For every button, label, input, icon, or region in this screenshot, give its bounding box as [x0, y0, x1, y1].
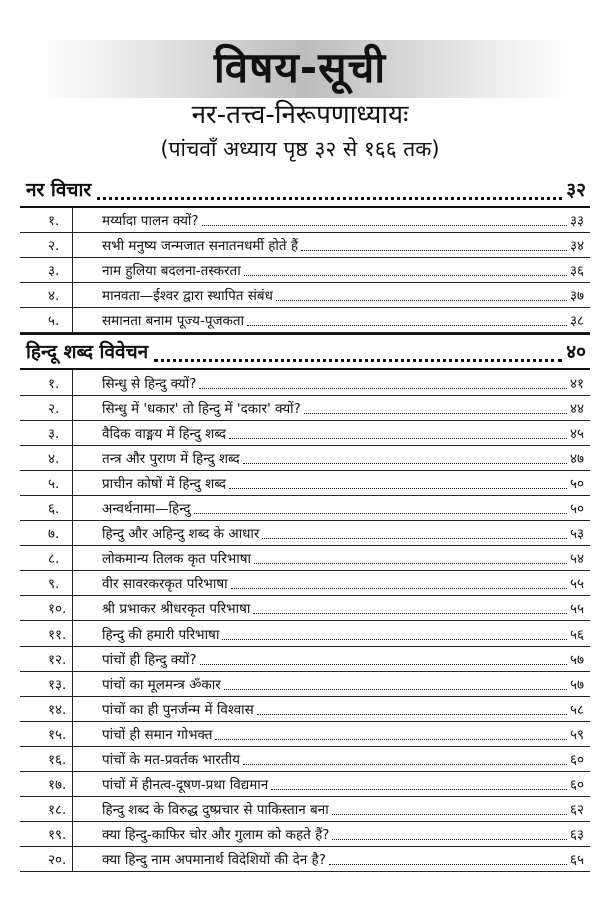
toc-entry[interactable] [20, 446, 590, 471]
entry-number: १२. [48, 651, 67, 668]
entry-number: १. [48, 375, 60, 392]
column-divider [72, 446, 73, 470]
entry-page-number: ५० [569, 501, 584, 518]
entry-title: हिन्दु शब्द के विरुद्ध दुष्प्रचार से पाकिस्तान बना [102, 802, 329, 819]
toc-entry[interactable] [20, 772, 590, 797]
toc-entry[interactable] [20, 647, 590, 672]
toc-entry[interactable] [20, 521, 590, 546]
toc-entry[interactable] [20, 747, 590, 772]
dot-leader [257, 714, 567, 715]
column-divider [72, 847, 73, 871]
entry-number: ११. [48, 626, 67, 643]
toc-entry[interactable] [20, 258, 590, 283]
toc-entry[interactable] [20, 672, 590, 697]
entry-title: मानवता—ईश्वर द्वारा स्थापित संबंध [102, 288, 273, 305]
entry-title: पांचों ही समान गोभक्त [102, 726, 213, 743]
dot-leader [229, 438, 567, 439]
entry-number: ३. [48, 263, 60, 280]
entry-page-number: ६२ [569, 802, 584, 819]
entry-number: ९. [48, 576, 60, 593]
entry-number: १३. [48, 676, 67, 693]
toc-entry[interactable] [20, 233, 590, 258]
entry-page-number: ३६ [569, 263, 584, 280]
entry-title: पांचों का मूलमन्त्र ॐकार [102, 676, 221, 693]
entry-title: क्या हिन्दु नाम अपमानार्थ विदेशियों की देन है? [102, 852, 326, 869]
entry-page-number: ३४ [569, 238, 584, 255]
entry-title: प्राचीन कोषों में हिन्दु शब्द [102, 475, 226, 492]
entry-number: २. [48, 238, 60, 255]
dot-leader [301, 250, 567, 251]
column-divider [72, 571, 73, 595]
entry-title: सिन्धु से हिन्दु क्यों? [102, 375, 197, 392]
dot-leader [254, 563, 567, 564]
column-divider [72, 421, 73, 445]
column-divider [72, 722, 73, 746]
toc-entry[interactable] [20, 822, 590, 847]
section-page-number: ४० [566, 341, 586, 364]
dot-leader [200, 664, 567, 665]
entry-title: वीर सावरकरकृत परिभाषा [102, 576, 228, 593]
entry-title: पांचों में हीनत्व-दूषण-प्रथा विद्यमान [102, 777, 269, 794]
entry-page-number: ५५ [569, 576, 584, 593]
entry-number: ७. [48, 526, 60, 543]
dot-leader [202, 225, 567, 226]
dot-leader [97, 197, 562, 200]
dot-leader [276, 300, 567, 301]
entry-number: १५. [48, 726, 67, 743]
entry-number: ६. [48, 501, 60, 518]
toc-entry[interactable] [20, 596, 590, 621]
dot-leader [154, 359, 562, 362]
entry-title: क्या हिन्दु-काफिर चोर और गुलाम को कहते हैं? [102, 827, 330, 844]
entry-number: २. [48, 400, 60, 417]
entry-page-number: ४७ [569, 450, 584, 467]
dot-leader [304, 413, 567, 414]
column-divider [72, 546, 73, 570]
entry-number: ४. [48, 450, 60, 467]
chapter-title: नर-तत्त्व-निरूपणाध्यायः [191, 100, 409, 130]
entry-page-number: ६० [569, 777, 584, 794]
toc-entry[interactable] [20, 421, 590, 446]
dot-leader [243, 463, 567, 464]
entry-page-number: ३७ [569, 288, 584, 305]
entry-title: पांचों के मत-प्रवर्तक भारतीय [102, 751, 240, 768]
entry-number: १९. [48, 827, 67, 844]
entry-page-number: ५६ [569, 626, 584, 643]
column-divider [72, 797, 73, 821]
entry-title: लोकमान्य तिलक कृत परिभाषा [102, 551, 252, 568]
column-divider [72, 370, 73, 394]
entry-number: १४. [48, 701, 67, 718]
entry-title: तन्त्र और पुराण में हिन्दु शब्द [102, 450, 240, 467]
section-title: नर विचार [26, 179, 92, 201]
dot-leader [224, 689, 567, 690]
entry-page-number: ५७ [569, 651, 584, 668]
dot-leader [231, 588, 567, 589]
dot-leader [329, 864, 567, 865]
entry-title: सिन्धु में 'धकार' तो हिन्दु में 'दकार' क्यों? [102, 400, 301, 417]
table-of-contents [20, 173, 590, 872]
entry-title: श्री प्रभाकर श्रीधरकृत परिभाषा [102, 601, 251, 618]
dot-leader [194, 513, 567, 514]
column-divider [72, 233, 73, 257]
dot-leader [253, 613, 567, 614]
entry-number: ५. [48, 313, 60, 330]
toc-entry[interactable] [20, 471, 590, 496]
column-divider [72, 471, 73, 495]
column-divider [72, 496, 73, 520]
dot-leader [215, 739, 566, 740]
entry-number: ५. [48, 475, 60, 492]
entry-title: पांचों का ही पुनर्जन्म में विश्वास [102, 701, 254, 718]
column-divider [72, 772, 73, 796]
column-divider [72, 308, 73, 332]
column-divider [72, 208, 73, 232]
entry-title: अन्वर्थनामा—हिन्दु [102, 501, 191, 518]
toc-entry[interactable] [20, 797, 590, 822]
dot-leader [229, 488, 567, 489]
entry-number: १८. [48, 802, 67, 819]
entry-number: १०. [48, 601, 67, 618]
toc-entry[interactable] [20, 496, 590, 521]
dot-leader [199, 388, 567, 389]
entry-number: १. [48, 213, 60, 230]
dot-leader [243, 764, 567, 765]
entry-title: पांचों ही हिन्दु क्यों? [102, 651, 197, 668]
section-heading[interactable] [20, 173, 590, 208]
column-divider [72, 822, 73, 846]
entry-page-number: ६५ [569, 852, 584, 869]
column-divider [72, 647, 73, 671]
entry-page-number: ५५ [569, 601, 584, 618]
entry-page-number: ४१ [569, 375, 584, 392]
toc-entry[interactable] [20, 370, 590, 395]
entry-title: मर्य्यादा पालन क्यों? [102, 213, 199, 230]
entry-title: सभी मनुष्य जन्मजात सनातनधर्मी होते हैं [102, 238, 299, 255]
entry-number: २०. [48, 852, 67, 869]
toc-entry[interactable] [20, 847, 590, 872]
entry-page-number: ४५ [569, 425, 584, 442]
section-title: हिन्दू शब्द विवेचन [26, 341, 149, 364]
section-heading[interactable] [20, 333, 590, 370]
column-divider [72, 697, 73, 721]
toc-entry[interactable] [20, 396, 590, 421]
entry-page-number: ५४ [569, 551, 584, 568]
column-divider [72, 396, 73, 420]
toc-entry[interactable] [20, 571, 590, 596]
entry-title: वैदिक वाङ्मय में हिन्दु शब्द [102, 425, 227, 442]
dot-leader [244, 275, 567, 276]
column-divider [72, 521, 73, 545]
entry-page-number: ५० [569, 475, 584, 492]
entry-number: ४. [48, 288, 60, 305]
toc-entry[interactable] [20, 208, 590, 233]
entry-number: ३. [48, 425, 60, 442]
column-divider [72, 672, 73, 696]
entry-title: समानता बनाम पूज्य-पूजकता [102, 313, 245, 330]
dot-leader [222, 639, 566, 640]
entry-title: हिन्दु और अहिन्दु शब्द के आधार [102, 526, 260, 543]
entry-page-number: ३३ [569, 213, 584, 230]
entry-page-number: ६० [569, 751, 584, 768]
toc-entry[interactable] [20, 283, 590, 308]
entry-page-number: ६३ [569, 827, 584, 844]
page-title: विषय-सूची [213, 43, 387, 92]
dot-leader [247, 325, 567, 326]
column-divider [72, 621, 73, 645]
entry-page-number: ५३ [569, 526, 584, 543]
entry-title: हिन्दु की हमारी परिभाषा [102, 626, 220, 643]
entry-page-number: ५८ [569, 701, 584, 718]
entry-page-number: ५७ [569, 676, 584, 693]
dot-leader [262, 538, 567, 539]
toc-entry[interactable] [20, 546, 590, 571]
column-divider [72, 283, 73, 307]
entry-page-number: ३८ [569, 313, 584, 330]
dot-leader [271, 789, 567, 790]
entry-number: १६. [48, 751, 67, 768]
dot-leader [332, 814, 567, 815]
column-divider [72, 596, 73, 620]
dot-leader [332, 839, 567, 840]
section-page-number: ३२ [566, 179, 586, 201]
entry-page-number: ५९ [569, 726, 584, 743]
entry-number: १७. [48, 777, 67, 794]
column-divider [72, 747, 73, 771]
toc-entry[interactable] [20, 308, 590, 333]
entry-page-number: ४४ [569, 400, 584, 417]
toc-entry[interactable] [20, 722, 590, 747]
toc-entry[interactable] [20, 621, 590, 646]
entry-title: नाम हुलिया बदलना-तस्करता [102, 263, 241, 280]
column-divider [72, 258, 73, 282]
toc-entry[interactable] [20, 697, 590, 722]
chapter-page-range: (पांचवाँ अध्याय पृष्ठ ३२ से १६६ तक) [160, 137, 440, 161]
entry-number: ८. [48, 551, 60, 568]
